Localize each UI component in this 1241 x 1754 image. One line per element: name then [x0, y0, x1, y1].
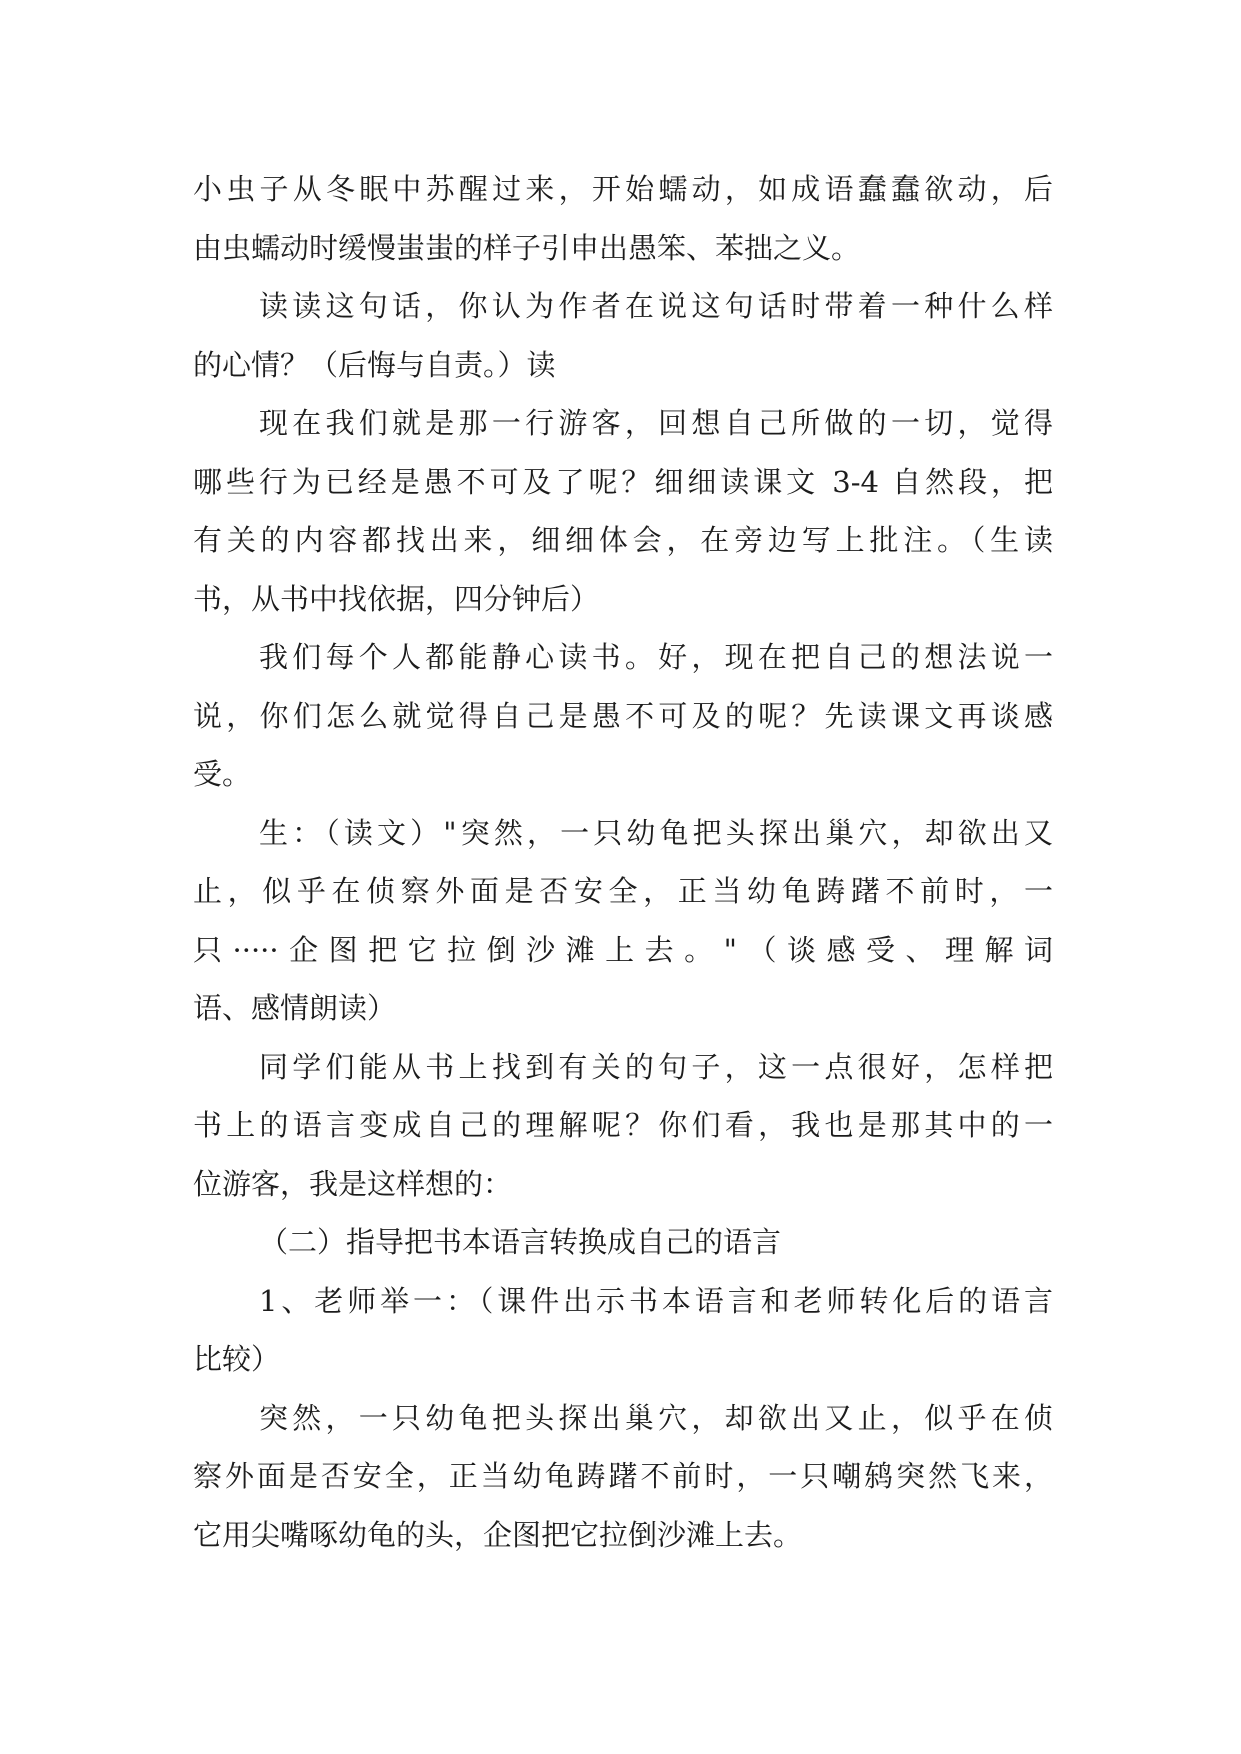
- text-line: 读读这句话，你认为作者在说这句话时带着一种什么样: [259, 289, 1053, 323]
- paragraph: [193, 277, 1053, 394]
- text-line: 止，似乎在侦察外面是否安全，正当幼龟踌躇不前时，一: [193, 874, 1053, 908]
- text-line: 突然，一只幼龟把头探出巢穴，却欲出又止，似乎在侦: [259, 1400, 1053, 1435]
- text-line: 语、感情朗读）: [193, 991, 397, 1025]
- section-heading-text: （二）指导把书本语言转换成自己的语言: [259, 1225, 782, 1259]
- text-line: 的心情？（后悔与自责。）读: [193, 347, 556, 382]
- text-line: 书上的语言变成自己的理解呢？你们看，我也是那其中的一: [193, 1108, 1053, 1142]
- text-line: 同学们能从书上找到有关的句子，这一点很好，怎样把: [259, 1049, 1053, 1084]
- document-body: [193, 160, 1053, 1564]
- paragraph: [193, 804, 1053, 1038]
- text-line: 小虫子从冬眠中苏醒过来，开始蠕动，如成语蠢蠢欲动，后: [193, 172, 1053, 206]
- paragraph: [193, 628, 1053, 804]
- text-line: 它用尖嘴啄幼龟的头，企图把它拉倒沙滩上去。: [193, 1517, 803, 1552]
- text-line: 生：（读文）"突然，一只幼龟把头探出巢穴，却欲出又: [259, 815, 1053, 850]
- text-line: 位游客，我是这样想的：: [193, 1166, 513, 1201]
- paragraph: [193, 1038, 1053, 1214]
- paragraph: [193, 1272, 1053, 1389]
- paragraph: [193, 160, 1053, 277]
- text-line: 察外面是否安全，正当幼龟踌躇不前时，一只嘲鸫突然飞来，: [193, 1459, 1053, 1493]
- section-heading: [193, 1213, 1053, 1272]
- text-line: 1、老师举一：（课件出示书本语言和老师转化后的语言: [259, 1283, 1053, 1318]
- paragraph: [193, 1389, 1053, 1565]
- paragraph: [193, 394, 1053, 628]
- text-line: 说，你们怎么就觉得自己是愚不可及的呢？先读课文再谈感: [193, 698, 1053, 733]
- text-line: 受。: [193, 757, 252, 791]
- text-line: 我们每个人都能静心读书。好，现在把自己的想法说一: [259, 640, 1053, 674]
- text-line: 只·····企图把它拉倒沙滩上去。"（谈感受、理解词: [193, 932, 1053, 967]
- text-line: 由虫蠕动时缓慢蚩蚩的样子引申出愚笨、苯拙之义。: [193, 230, 861, 265]
- text-line: 比较）: [193, 1342, 281, 1376]
- text-line: 哪些行为已经是愚不可及了呢？细细读课文 3-4 自然段，把: [193, 464, 1053, 499]
- text-line: 书，从书中找依据，四分钟后）: [193, 581, 600, 616]
- text-line: 现在我们就是那一行游客，回想自己所做的一切，觉得: [259, 406, 1053, 440]
- text-line: 有关的内容都找出来，细细体会，在旁边写上批注。（生读: [193, 523, 1053, 557]
